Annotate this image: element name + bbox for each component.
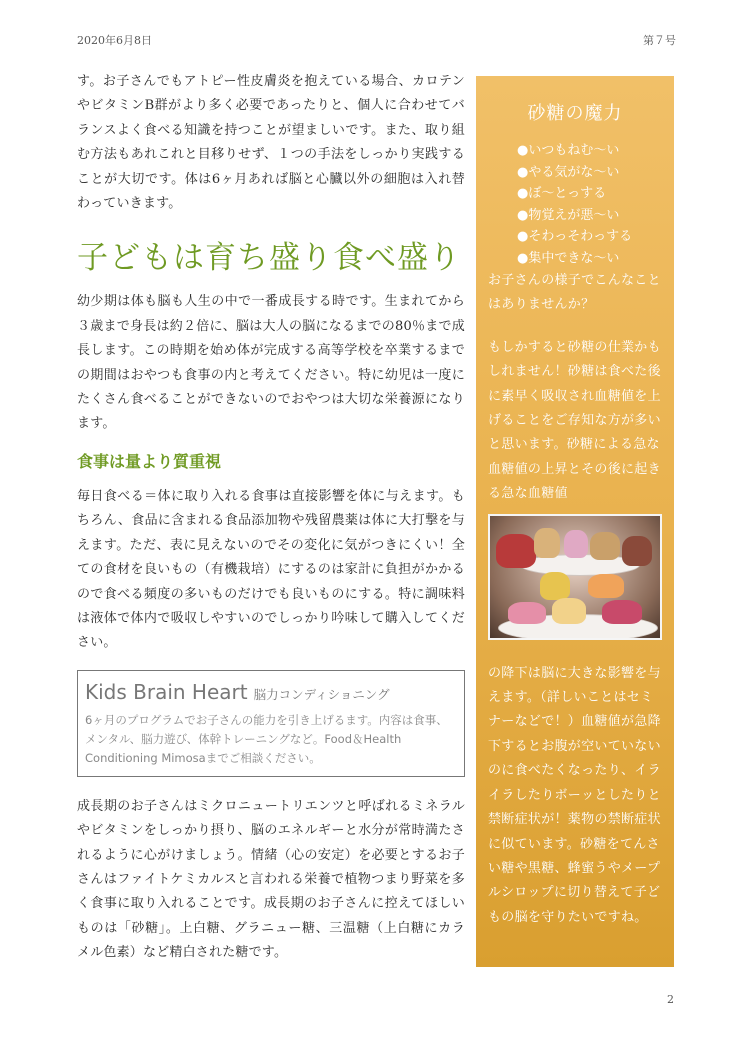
symptom-checklist — [488, 140, 662, 269]
sidebar-paragraph-1: もしかすると砂糖の仕業かもしれません！砂糖は食べた後に素早く吸収され血糖値を上げることをご存知な方が多いと思います。砂糖による急な血糖値の上昇とその後に起きる急な血糖値 — [488, 339, 661, 502]
program-info-box — [77, 670, 465, 777]
checklist-item: ●そわっそわっする — [517, 229, 633, 244]
program-title: Kids Brain Heart — [85, 679, 248, 704]
checklist-item: ●いつもねむ〜い — [517, 143, 620, 158]
issue-number: 第７号 — [643, 34, 676, 47]
nutrients-paragraph: 成長期のお子さんはミクロニュートリエンツと呼ばれるミネラルやビタミンをしっかり摂り、脳のエネルギーと水分が常時満たされるように心がけましょう。情緒（心の安定）を必要とするお子さんはファイトケミカルスと言われる栄養で植物つまり野菜を多く食事に取り入れることです。成長期のお子さんに控えてほしいものは「砂糖」。上白糖、グラニュー糖、三温糖（上白糖にカラメル色素）など精白された糖です。 — [77, 798, 465, 961]
main-column — [77, 70, 465, 966]
section-heading-growth: 子どもは育ち盛り食べ盛り — [77, 240, 461, 277]
checklist-item: ●集中できな〜い — [517, 250, 620, 266]
growth-paragraph: 幼少期は体も脳も人生の中で一番成長する時です。生まれてから３歳まで身長は約２倍に、脳は大人の脳になるまでの80％まで成長します。この時期を始め体が完成する高等学校を卒業するまでの期間はおやつも食事の内と考えてください。特に幼児は一度にたくさん食べることができないのでおやつは大切な栄養源になります。 — [77, 294, 465, 432]
checklist-item: ●物覚えが悪〜い — [517, 207, 620, 223]
sidebar-paragraph-2: の降下は脳に大きな影響を与えます。（詳しいことはセミナーなどで！）血糖値が急降下するとお腹が空いていないのに食べたくなったり、イライラしたりボーッとしたりと禁断症状が！薬物の禁断症状に似ています。砂糖をてんさい糖や黒糖、蜂蜜うやメープルシロップに切り替えて子どもの脳を守りたいですね。 — [488, 665, 661, 925]
checklist-item: ●やる気がな〜い — [517, 164, 620, 180]
checklist-item: ●ぼ〜とっする — [517, 186, 607, 201]
sidebar-title: 砂糖の魔力 — [527, 103, 623, 124]
quality-paragraph: 毎日食べる＝体に取り入れる食事は直接影響を体に与えます。もちろん、食品に含まれる食品添加物や残留農薬は体に大打撃を与えます。ただ、表に見えないのでその変化に気がつきにくい！全ての食材を良いもの（有機栽培）にするのは家計に負担がかかるので食べる頻度の多いものだけでも良いものにする。特に調味料は液体で体内で吸収しやすいのでしっかり吟味して購入してください。 — [77, 488, 465, 651]
section-heading-quality: 食事は量より質重視 — [77, 451, 222, 471]
sugar-sidebar — [476, 76, 674, 967]
cake-stand-photo — [488, 514, 662, 640]
program-description: 6ヶ月のプログラムでお子さんの能力を引き上げるます。内容は食事、メンタル、脳力遊び、体幹トレーニングなど。Food＆Health Conditioning Mimosaまでご相談ください。 — [85, 712, 448, 765]
intro-paragraph: す。お子さんでもアトピー性皮膚炎を抱えている場合、カロテンやビタミンB群がより多く必要であったりと、個人に合わせてバランスよく食べる知識を持つことが望ましいです。また、取り組む方法もあれこれと目移りせず、１つの手法をしっかり実践することが大切です。体は6ヶ月あれば脳と心臓以外の細胞は入れ替わっていきます。 — [77, 74, 465, 212]
sidebar-question: お子さんの様子でこんなことはありませんか？ — [488, 273, 661, 313]
program-subtitle: 脳力コンディショニング — [253, 686, 390, 702]
program-title-line — [85, 679, 456, 708]
issue-date: 2020年6月8日 — [77, 34, 152, 47]
page-number: 2 — [667, 993, 674, 1006]
